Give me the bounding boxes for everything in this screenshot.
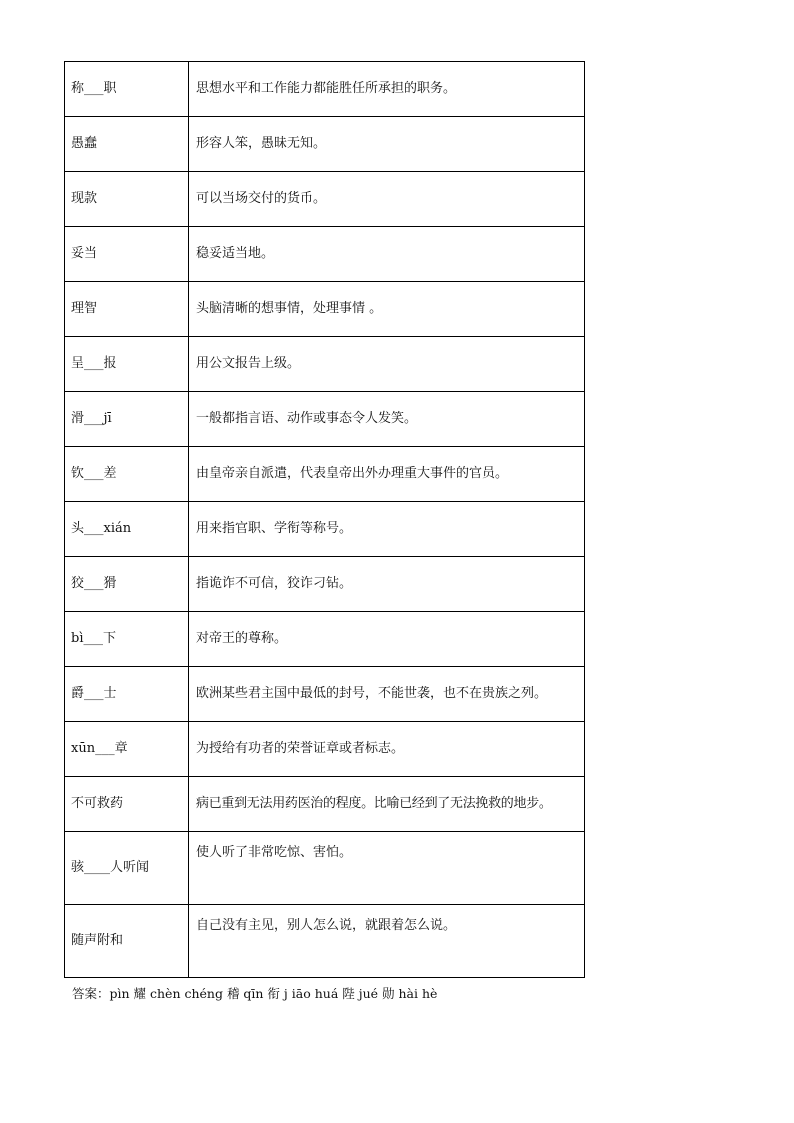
table-row — [65, 667, 585, 722]
table-row — [65, 557, 585, 612]
term-cell: 爵___士 — [65, 667, 189, 722]
definition-cell: 为授给有功者的荣誉证章或者标志。 — [189, 722, 585, 777]
definition-cell: 稳妥适当地。 — [189, 227, 585, 282]
table-row — [65, 172, 585, 227]
term-cell: 理智 — [65, 282, 189, 337]
definition-cell: 指诡诈不可信，狡诈刁钻。 — [189, 557, 585, 612]
term-cell: bì___下 — [65, 612, 189, 667]
vocabulary-table — [64, 61, 585, 978]
vocabulary-table-body — [65, 62, 585, 978]
table-row — [65, 392, 585, 447]
definition-cell: 头脑清晰的想事情，处理事情 。 — [189, 282, 585, 337]
definition-cell: 对帝王的尊称。 — [189, 612, 585, 667]
definition-cell: 一般都指言语、动作或事态令人发笑。 — [189, 392, 585, 447]
table-row — [65, 282, 585, 337]
definition-cell: 思想水平和工作能力都能胜任所承担的职务。 — [189, 62, 585, 117]
definition-cell: 可以当场交付的货币。 — [189, 172, 585, 227]
table-row — [65, 447, 585, 502]
term-cell: 头___xián — [65, 502, 189, 557]
term-cell: 随声附和 — [65, 905, 189, 978]
definition-cell: 用来指官职、学衔等称号。 — [189, 502, 585, 557]
term-cell: 愚蠢 — [65, 117, 189, 172]
table-row — [65, 905, 585, 978]
term-cell: 不可救药 — [65, 777, 189, 832]
table-row — [65, 612, 585, 667]
term-cell: 滑___jī — [65, 392, 189, 447]
answer-line: 答案：pìn 耀 chèn chéng 稽 qīn 衔 j iāo huá 陛 jué 勋 hài hè — [72, 986, 438, 1001]
definition-cell: 用公文报告上级。 — [189, 337, 585, 392]
term-cell: xūn___章 — [65, 722, 189, 777]
term-cell: 骇____人听闻 — [65, 832, 189, 905]
term-cell: 呈___报 — [65, 337, 189, 392]
term-cell: 狡___猾 — [65, 557, 189, 612]
table-row — [65, 777, 585, 832]
definition-cell: 欧洲某些君主国中最低的封号，不能世袭，也不在贵族之列。 — [189, 667, 585, 722]
definition-cell: 由皇帝亲自派遣，代表皇帝出外办理重大事件的官员。 — [189, 447, 585, 502]
definition-cell: 使人听了非常吃惊、害怕。 — [189, 832, 585, 905]
term-cell: 现款 — [65, 172, 189, 227]
table-row — [65, 62, 585, 117]
term-cell: 称___职 — [65, 62, 189, 117]
term-cell: 钦___差 — [65, 447, 189, 502]
definition-cell: 病已重到无法用药医治的程度。比喻已经到了无法挽救的地步。 — [189, 777, 585, 832]
definition-cell: 形容人笨，愚昧无知。 — [189, 117, 585, 172]
table-row — [65, 502, 585, 557]
table-row — [65, 722, 585, 777]
definition-cell: 自己没有主见，别人怎么说，就跟着怎么说。 — [189, 905, 585, 978]
table-row — [65, 227, 585, 282]
term-cell: 妥当 — [65, 227, 189, 282]
table-row — [65, 832, 585, 905]
table-row — [65, 117, 585, 172]
table-row — [65, 337, 585, 392]
